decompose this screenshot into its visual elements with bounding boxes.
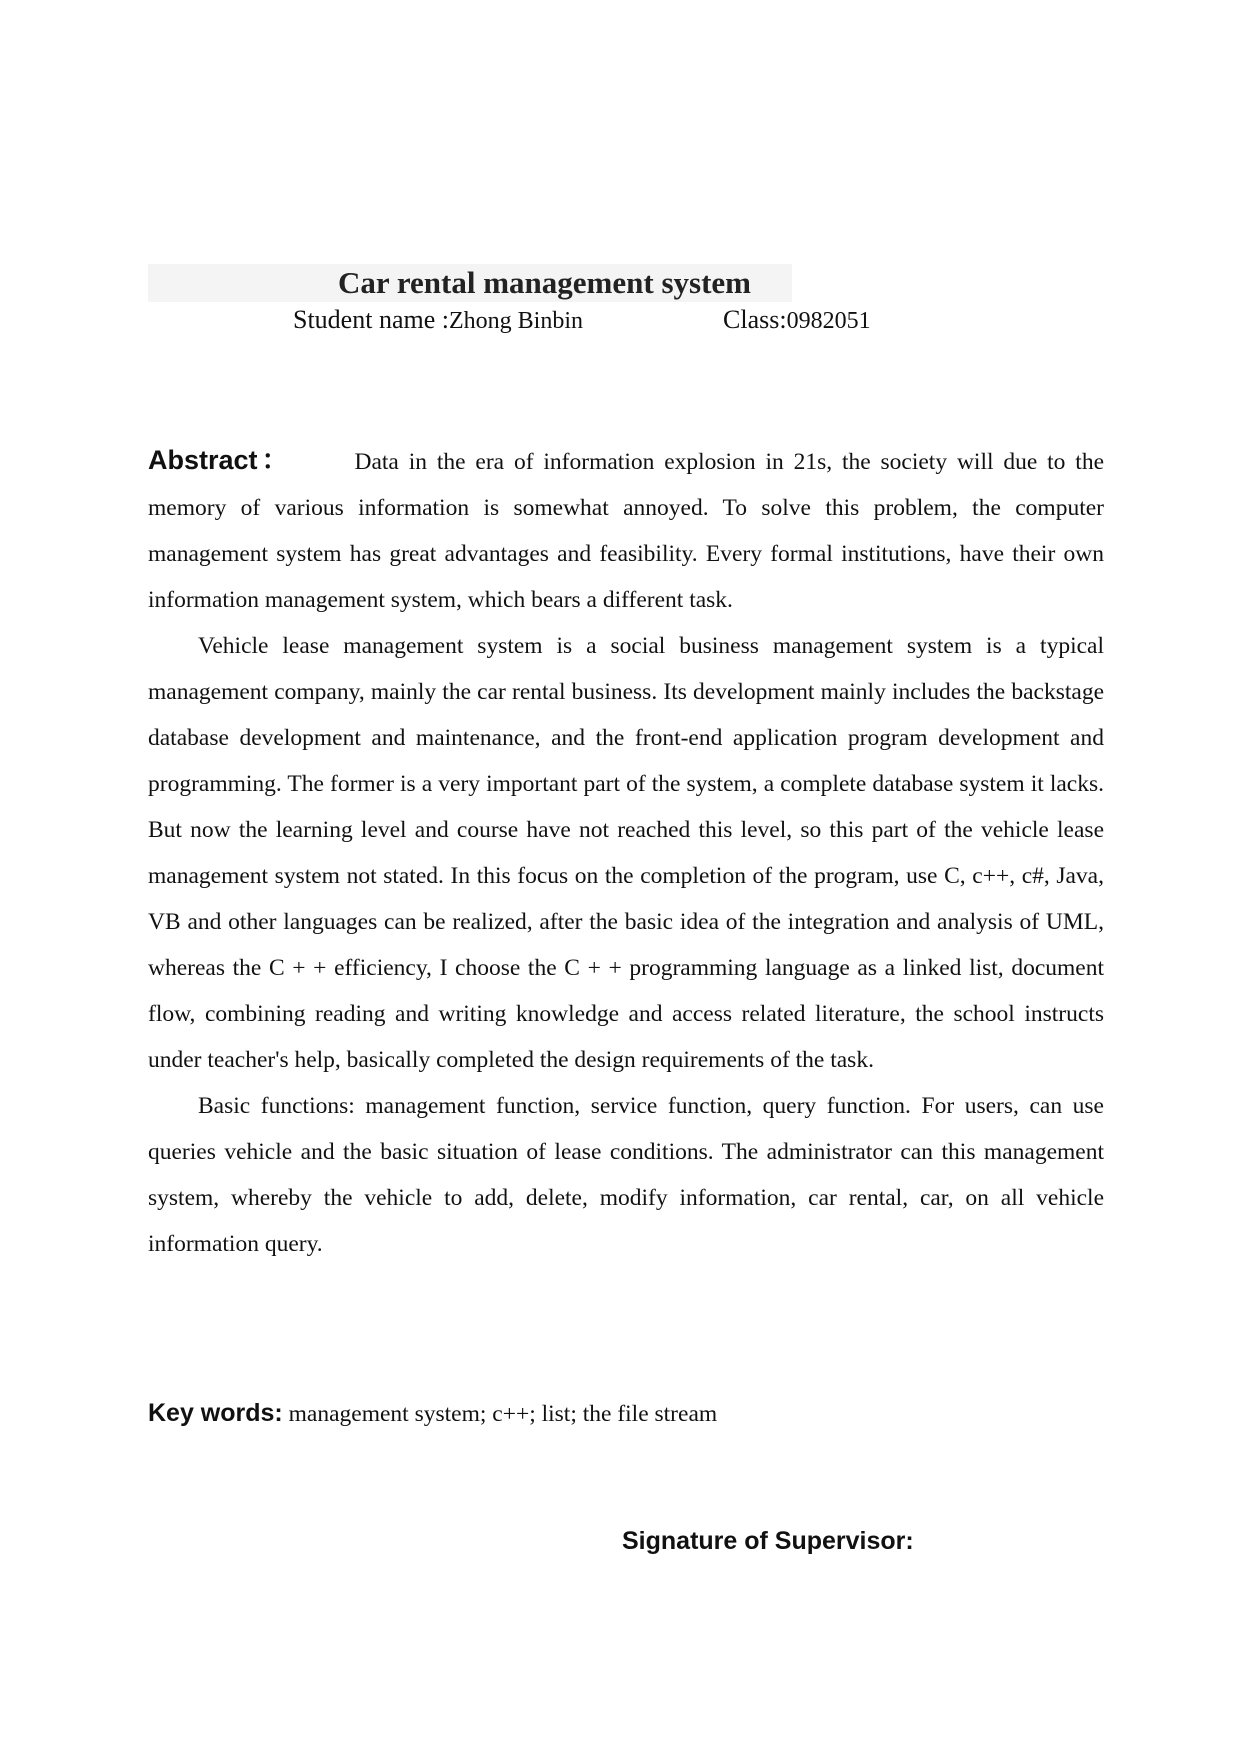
keywords-label: Key words: xyxy=(148,1399,283,1427)
class-line xyxy=(723,303,871,338)
abstract-label: Abstract： xyxy=(148,445,293,475)
abstract-section xyxy=(148,437,1104,1267)
abstract-paragraph-2: Vehicle lease management system is a social business management system is a typical management company, mainly the car rental business. Its development mainly includes the backstage database development and maintenance, and the front-end application program development and programming. The former is a very important part of the system, a complete database system it lacks. But now the learning level and course have not reached this level, so this part of the vehicle lease management system not stated. In this focus on the completion of the program, use C, c++, c#, Java, VB and other languages can be realized, after the basic idea of the integration and analysis of UML, whereas the C + + efficiency, I choose the C + + programming language as a linked list, document flow, combining reading and writing knowledge and access related literature, the school instructs under teacher's help, basically completed the design requirements of the task. xyxy=(148,633,1104,1073)
student-name-value: Zhong Binbin xyxy=(448,308,583,334)
class-label: Class: xyxy=(723,305,787,334)
page-title-text: Car rental management system xyxy=(338,265,751,300)
supervisor-signature-label: Signature of Supervisor: xyxy=(622,1527,914,1555)
keywords-line xyxy=(148,1393,717,1434)
abstract-paragraph-3: Basic functions: management function, service function, query function. For users, can use queries vehicle and the basic situation of lease conditions. The administrator can this management system, whereby the vehicle to add, delete, modify information, car rental, car, on all vehicle information query. xyxy=(148,1093,1104,1257)
student-name-label: Student name : xyxy=(293,305,449,334)
abstract-paragraph-1: Data in the era of information explosion in 21s, the society will due to the memory of various information is somewhat annoyed. To solve this problem, the computer management system has great advantages and feasibility. Every formal institutions, have their own information management system, which bears a different task. xyxy=(148,449,1104,613)
keywords-text: management system; c++; list; the file stream xyxy=(282,1401,718,1427)
abstract-paragraph xyxy=(148,437,1104,623)
page-title xyxy=(148,264,792,302)
class-value: 0982051 xyxy=(786,308,871,334)
student-name-line xyxy=(293,303,583,338)
